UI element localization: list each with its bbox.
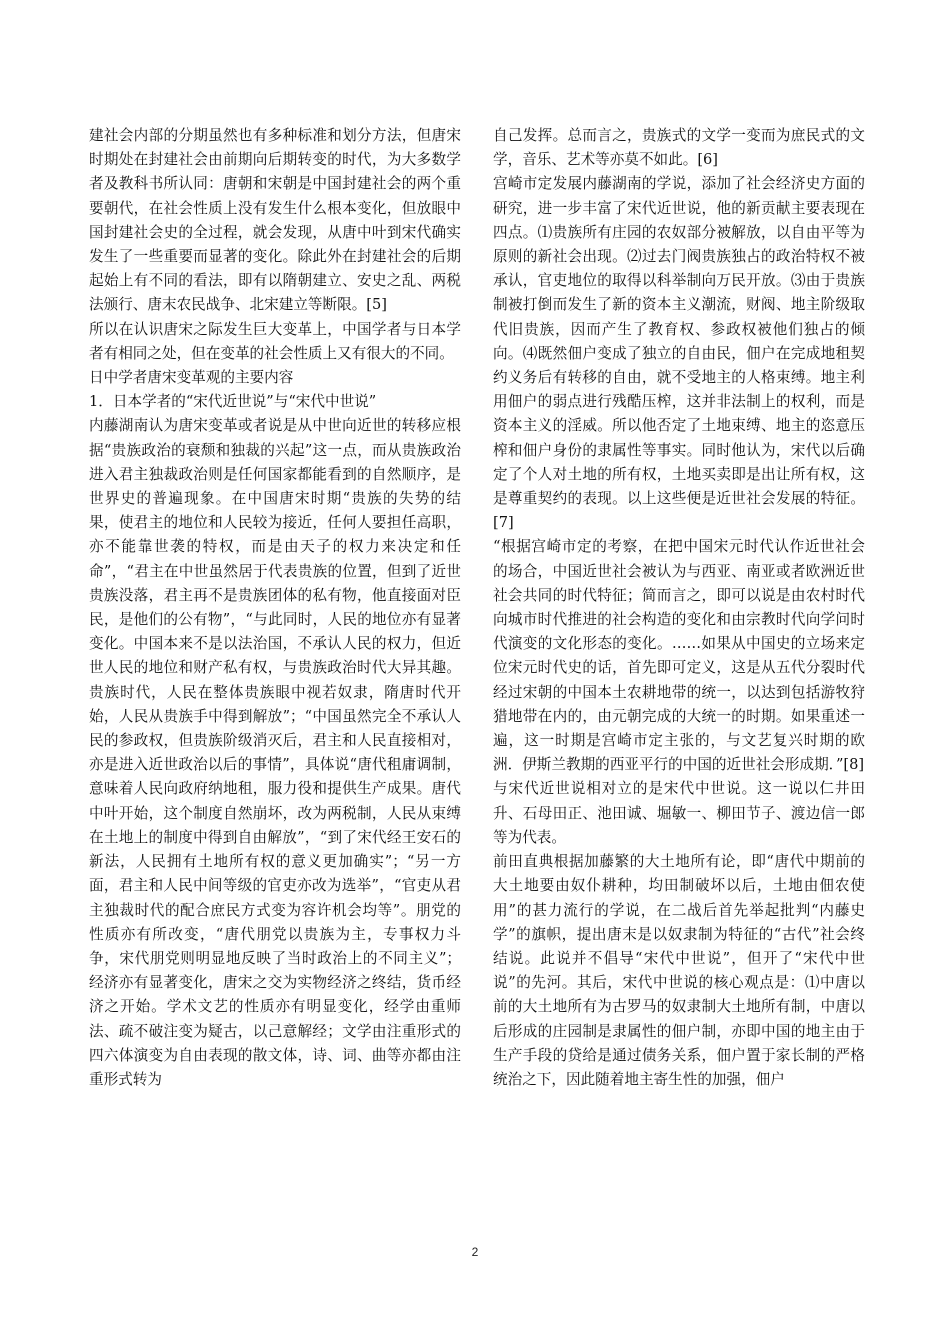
page-number: 2 bbox=[471, 1245, 479, 1259]
section-heading: 日中学者唐宋变革观的主要内容 bbox=[89, 369, 294, 387]
paragraph: 所以在认识唐宋之际发生巨大变革上，中国学者与日本学者有相同之处，但在变革的社会性质上又有很大的不同。 bbox=[89, 320, 461, 362]
paragraph: 前田直典根据加藤繁的大土地所有论，即“唐代中期前的大土地要由奴仆耕种，均田制破坏以后，土地由佃农使用”的甚力流行的学说，在二战后首先举起批判“内藤史学”的旗帜，提出唐末是以奴隶制为特征的“古代”社会终结说。此说并不倡导“宋代中世说”，但开了“宋代中世说”的先河。其后，宋代中世说的核心观点是：⑴中唐以前的大土地所有为古罗马的奴隶制大土地所有制，中唐以后形成的庄园制是隶属性的佃户制，亦即中国的地主由于生产手段的贷给是通过债务关系，佃户置于家长制的严格统治之下，因此随着地主寄生性的加强，佃户 bbox=[493, 853, 865, 1088]
right-column bbox=[493, 124, 865, 1092]
paragraph: 自己发挥。总而言之，贵族式的文学一变而为庶民式的文学，音乐、艺术等亦莫不如此。[6] bbox=[493, 127, 865, 169]
left-column bbox=[89, 124, 461, 1092]
paragraph: 内藤湖南认为唐宋变革或者说是从中世向近世的转移应根据“贵族政治的衰颓和独裁的兴起”这一点，而从贵族政治进入君主独裁政治则是任何国家都能看到的自然顺序，是世界史的普遍现象。在中国唐宋时期“贵族的失势的结果，使君主的地位和人民较为接近，任何人要担任高职，亦不能靠世袭的特权，而是由天子的权力来决定和任命”，“君主在中世虽然居于代表贵族的位置，但到了近世贵族没落，君主再不是贵族团体的私有物，他直接面对臣民，是他们的公有物”，“与此同时，人民的地位亦有显著变化。中国本来不是以法治国，不承认人民的权力，但近世人民的地位和财产私有权，与贵族政治时代大异其趣。贵族时代，人民在整体贵族眼中视若奴隶，隋唐时代开始，人民从贵族手中得到解放”；“中国虽然完全不承认人民的参政权，但贵族阶级消灭后，君主和人民直接相对，亦是进入近世政治以后的事情”，具体说“唐代租庸调制，意味着人民向政府纳地租，服力役和提供生产成果。唐代中叶开始，这个制度自然崩坏，改为两税制，人民从束缚在土地上的制度中得到自由解放”，“到了宋代经王安石的新法，人民拥有土地所有权的意义更加确实”；“另一方面，君主和人民中间等级的官吏亦改为选举”，“官吏从君主独裁时代的配合庶民方式变为容许机会均等”。朋党的性质亦有所改变，“唐代朋党以贵族为主，专事权力斗争，宋代朋党则明显地反映了当时政治上的不同主义”；经济亦有显著变化，唐宋之交为实物经济之终结，货币经济之开始。学术文艺的性质亦有明显变化，经学由重师法、疏不破注变为疑古，以己意解经；文学由注重形式的四六体演变为自由表现的散文体，诗、词、曲等亦都由注重形式转为 bbox=[89, 417, 461, 1088]
paragraph: 与宋代近世说相对立的是宋代中世说。这一说以仁井田升、石母田正、池田诚、堀敏一、柳田节子、渡边信一郎等为代表。 bbox=[493, 780, 865, 846]
paragraph: 宫崎市定发展内藤湖南的学说，添加了社会经济史方面的研究，进一步丰富了宋代近世说，他的新贡献主要表现在四点。⑴贵族所有庄园的农奴部分被解放，以自由平等为原则的新社会出现。⑵过去门阀贵族独占的政治特权不被承认，官吏地位的取得以科举制向万民开放。⑶由于贵族制被打倒而发生了新的资本主义潮流，财阀、地主阶级取代旧贵族，因而产生了教育权、参政权被他们独占的倾向。⑷既然佃户变成了独立的自由民，佃户在完成地租契约义务后有转移的自由，就不受地主的人格束缚。地主利用佃户的弱点进行残酷压榨，这并非法制上的权利，而是资本主义的淫威。所以他否定了土地束缚、地主的恣意压榨和佃户身份的隶属性等事实。同时他认为，宋代以后确定了个人对土地的所有权，土地买卖即是出让所有权，这是尊重契约的表现。以上这些便是近世社会发展的特征。[7] bbox=[493, 175, 865, 532]
subsection-heading: 1．日本学者的“宋代近世说”与“宋代中世说” bbox=[89, 393, 377, 411]
quotation-paragraph: “根据宫崎市定的考察，在把中国宋元时代认作近世社会的场合，中国近世社会被认为与西亚、南亚或者欧洲近世社会共同的时代特征；简而言之，即可以说是由农村时代向城市时代推进的社会构造的变化和由宗教时代向学问时代演变的文化形态的变化。……如果从中国史的立场来定位宋元时代史的话，首先即可定义，这是从五代分裂时代经过宋朝的中国本土农耕地带的统一，以达到包括游牧狩猎地带在内的，由元朝完成的大统一的时期。如果重述一遍，这一时期是宫崎市定主张的，与文艺复兴时期的欧洲．伊斯兰教期的西亚平行的中国的近世社会形成期．”[8] bbox=[493, 538, 865, 774]
paragraph: 建社会内部的分期虽然也有多种标准和划分方法，但唐宋时期处在封建社会由前期向后期转变的时代，为大多数学者及教科书所认同：唐朝和宋朝是中国封建社会的两个重要朝代，在社会性质上没有发生什么根本变化，但放眼中国封建社会史的全过程，就会发现，从唐中叶到宋代确实发生了一些重要而显著的变化。除此外在封建社会的后期起始上有不同的看法，即有以隋朝建立、安史之乱、两税法颁行、唐末农民战争、北宋建立等断限。[5] bbox=[89, 127, 461, 314]
